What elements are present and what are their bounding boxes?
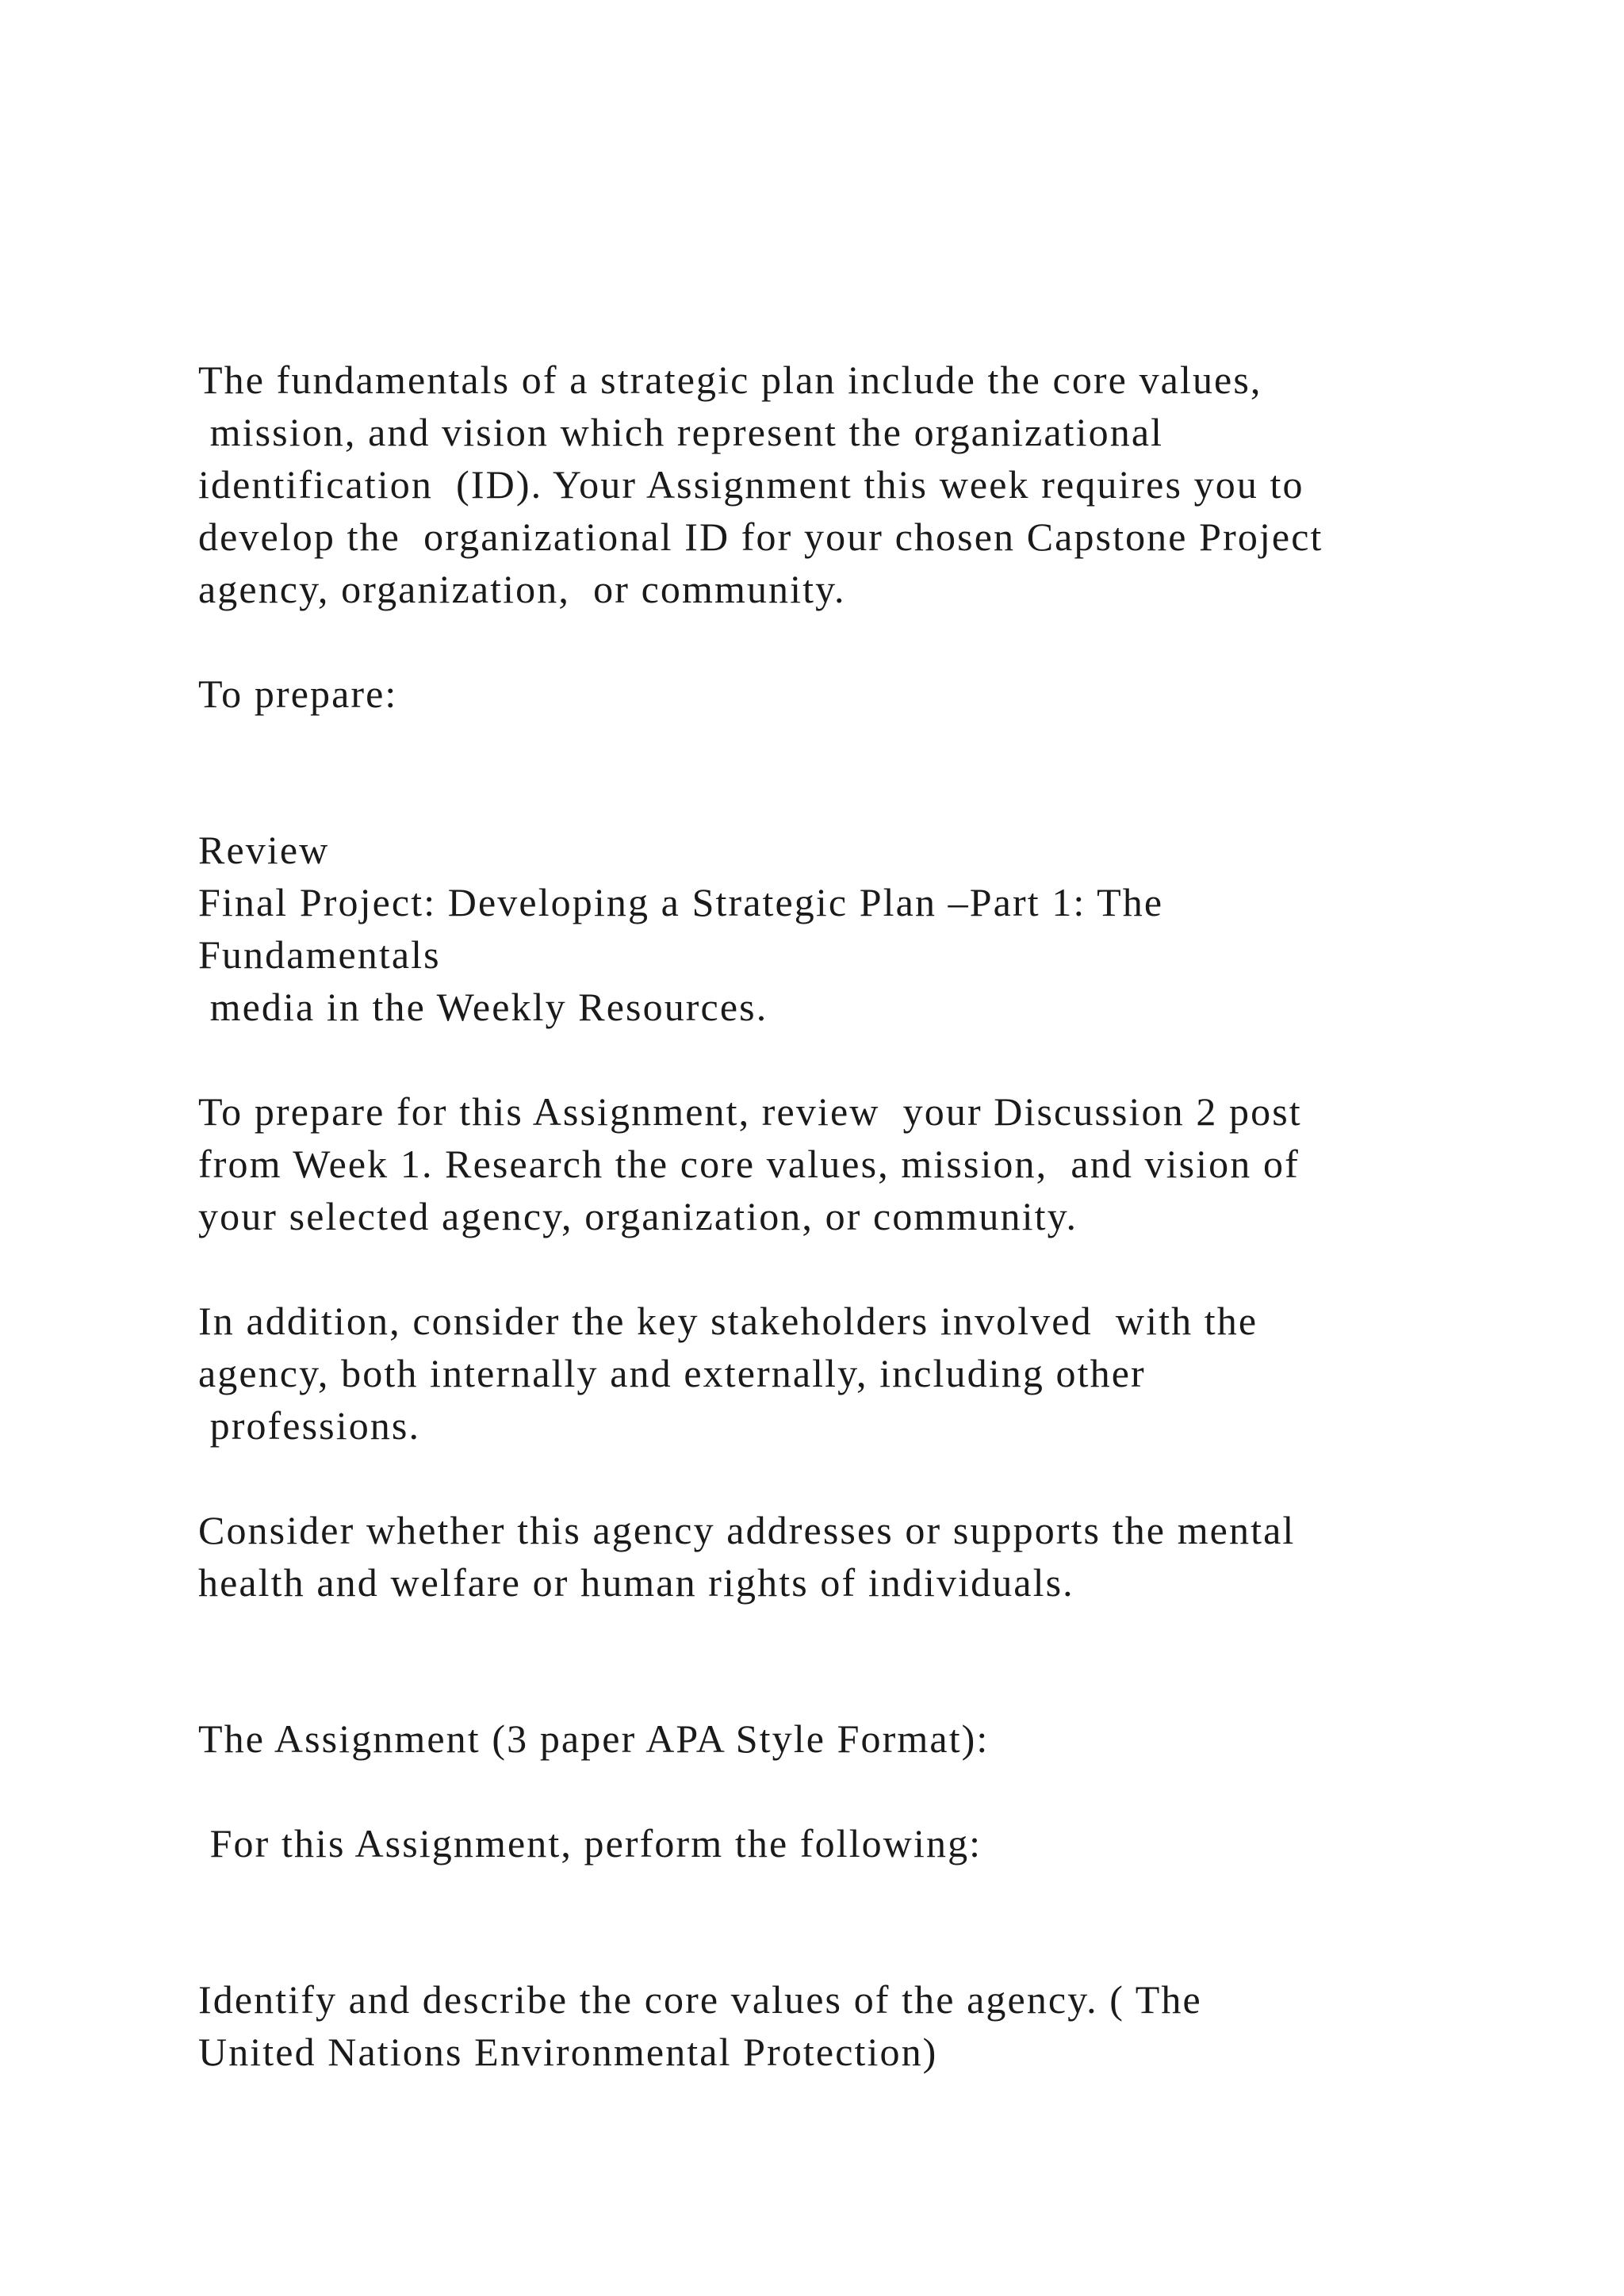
- review-line: Fundamentals: [198, 932, 441, 977]
- consider-line: Consider whether this agency addresses or supports the mental: [198, 1508, 1296, 1552]
- intro-line: The fundamentals of a strategic plan include the core values,: [198, 358, 1262, 402]
- prepare-line: To prepare for this Assignment, review your Discussion 2 post: [198, 1089, 1302, 1134]
- stakeholders-line: In addition, consider the key stakeholders involved with the: [198, 1299, 1258, 1343]
- intro-line: develop the organizational ID for your chosen Capstone Project: [198, 515, 1323, 559]
- intro-line: mission, and vision which represent the organizational: [198, 410, 1164, 454]
- assignment-heading: The Assignment (3 paper APA Style Format):: [198, 1716, 990, 1761]
- prepare-line: from Week 1. Research the core values, mission, and vision of: [198, 1142, 1300, 1186]
- intro-line: agency, organization, or community.: [198, 567, 846, 611]
- consider-line: health and welfare or human rights of individuals.: [198, 1560, 1074, 1605]
- stakeholders-line: professions.: [198, 1403, 421, 1448]
- review-line: media in the Weekly Resources.: [198, 985, 768, 1029]
- identify-line: Identify and describe the core values of the agency. ( The: [198, 1977, 1202, 2022]
- intro-line: identification (ID). Your Assignment this week requires you to: [198, 462, 1304, 507]
- stakeholders-line: agency, both internally and externally, including other: [198, 1351, 1146, 1395]
- perform-line: For this Assignment, perform the following:: [198, 1821, 982, 1866]
- review-line: Review: [198, 828, 330, 872]
- identify-line: United Nations Environmental Protection): [198, 2030, 938, 2074]
- prepare-line: your selected agency, organization, or community.: [198, 1194, 1078, 1238]
- review-line: Final Project: Developing a Strategic Plan –Part 1: The: [198, 880, 1164, 924]
- prepare-heading: To prepare:: [198, 672, 398, 716]
